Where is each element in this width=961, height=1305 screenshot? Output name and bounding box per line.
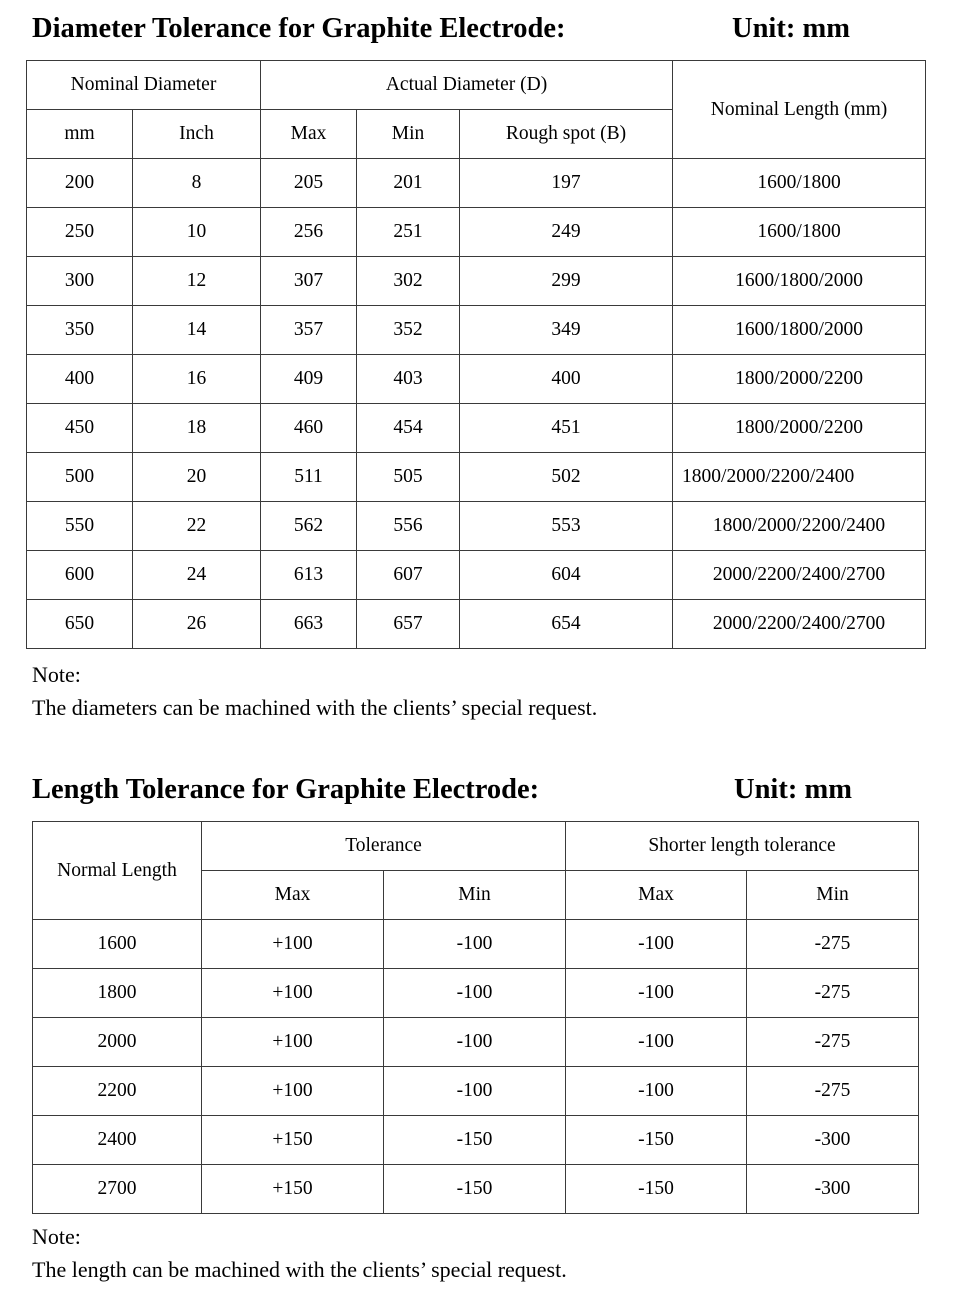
cell-shorter-max: -150 (566, 1116, 747, 1165)
cell-nominal-length: 1600/1800/2000 (673, 257, 926, 306)
cell-mm: 350 (27, 306, 133, 355)
cell-shorter-min: -275 (747, 969, 919, 1018)
cell-inch: 24 (133, 551, 261, 600)
cell-nominal-length: 1800/2000/2200 (673, 355, 926, 404)
cell-max: 307 (261, 257, 357, 306)
cell-min: 657 (357, 600, 460, 649)
cell-normal-length: 2000 (33, 1018, 202, 1067)
cell-shorter-min: -300 (747, 1165, 919, 1214)
header-shorter-length-tolerance: Shorter length tolerance (566, 822, 919, 871)
diameter-table (26, 60, 926, 649)
header-tolerance-max: Max (202, 871, 384, 920)
cell-min: 352 (357, 306, 460, 355)
cell-mm: 400 (27, 355, 133, 404)
cell-rough-spot: 553 (460, 502, 673, 551)
cell-rough-spot: 604 (460, 551, 673, 600)
cell-nominal-length: 1800/2000/2200/2400 (673, 502, 926, 551)
cell-tolerance-min: -150 (384, 1165, 566, 1214)
cell-inch: 14 (133, 306, 261, 355)
cell-shorter-min: -275 (747, 920, 919, 969)
cell-shorter-max: -150 (566, 1165, 747, 1214)
diameter-heading (32, 11, 872, 47)
header-max: Max (261, 110, 357, 159)
table-row (27, 208, 926, 257)
cell-mm: 450 (27, 404, 133, 453)
cell-normal-length: 1800 (33, 969, 202, 1018)
header-nominal-length: Nominal Length (mm) (673, 61, 926, 159)
cell-tolerance-max: +150 (202, 1165, 384, 1214)
cell-tolerance-min: -100 (384, 1067, 566, 1116)
header-shorter-max: Max (566, 871, 747, 920)
length-title: Length Tolerance for Graphite Electrode: (32, 774, 540, 805)
cell-tolerance-max: +150 (202, 1116, 384, 1165)
cell-max: 613 (261, 551, 357, 600)
header-rough-spot: Rough spot (B) (460, 110, 673, 159)
length-heading (32, 772, 872, 808)
header-normal-length: Normal Length (33, 822, 202, 920)
cell-normal-length: 2700 (33, 1165, 202, 1214)
cell-nominal-length: 1800/2000/2200/2400 (673, 453, 926, 502)
diameter-title: Diameter Tolerance for Graphite Electrode: (32, 13, 566, 44)
cell-min: 556 (357, 502, 460, 551)
diameter-note-label: Note: (32, 662, 81, 687)
cell-tolerance-min: -150 (384, 1116, 566, 1165)
cell-max: 511 (261, 453, 357, 502)
cell-inch: 8 (133, 159, 261, 208)
cell-tolerance-min: -100 (384, 969, 566, 1018)
cell-max: 256 (261, 208, 357, 257)
cell-inch: 12 (133, 257, 261, 306)
cell-inch: 26 (133, 600, 261, 649)
cell-min: 403 (357, 355, 460, 404)
table-row (27, 453, 926, 502)
cell-min: 505 (357, 453, 460, 502)
table-row (27, 257, 926, 306)
diameter-unit: Unit: mm (732, 13, 850, 44)
header-mm: mm (27, 110, 133, 159)
table-row (33, 1067, 919, 1116)
diameter-note-text: The diameters can be machined with the clients’ special request. (32, 695, 598, 720)
cell-rough-spot: 400 (460, 355, 673, 404)
table-row (27, 404, 926, 453)
cell-nominal-length: 2000/2200/2400/2700 (673, 551, 926, 600)
cell-min: 251 (357, 208, 460, 257)
cell-normal-length: 2400 (33, 1116, 202, 1165)
cell-max: 562 (261, 502, 357, 551)
cell-max: 460 (261, 404, 357, 453)
cell-rough-spot: 654 (460, 600, 673, 649)
cell-nominal-length: 1600/1800 (673, 159, 926, 208)
cell-inch: 20 (133, 453, 261, 502)
cell-mm: 500 (27, 453, 133, 502)
cell-shorter-max: -100 (566, 1018, 747, 1067)
cell-nominal-length: 1600/1800/2000 (673, 306, 926, 355)
length-note-text: The length can be machined with the clients’ special request. (32, 1257, 567, 1282)
length-note (32, 1220, 567, 1286)
cell-rough-spot: 502 (460, 453, 673, 502)
table-row (33, 1165, 919, 1214)
cell-min: 302 (357, 257, 460, 306)
table-row (27, 600, 926, 649)
table-row (33, 1018, 919, 1067)
cell-inch: 22 (133, 502, 261, 551)
table-row (27, 502, 926, 551)
cell-mm: 650 (27, 600, 133, 649)
cell-tolerance-max: +100 (202, 1018, 384, 1067)
cell-nominal-length: 2000/2200/2400/2700 (673, 600, 926, 649)
length-table (32, 821, 919, 1214)
cell-min: 201 (357, 159, 460, 208)
cell-shorter-min: -300 (747, 1116, 919, 1165)
cell-max: 409 (261, 355, 357, 404)
diameter-note (32, 658, 597, 724)
length-unit: Unit: mm (734, 774, 852, 805)
cell-max: 663 (261, 600, 357, 649)
table-row (33, 969, 919, 1018)
cell-rough-spot: 197 (460, 159, 673, 208)
cell-max: 357 (261, 306, 357, 355)
cell-normal-length: 2200 (33, 1067, 202, 1116)
cell-tolerance-min: -100 (384, 920, 566, 969)
cell-shorter-min: -275 (747, 1018, 919, 1067)
cell-inch: 10 (133, 208, 261, 257)
cell-normal-length: 1600 (33, 920, 202, 969)
header-tolerance-min: Min (384, 871, 566, 920)
cell-mm: 200 (27, 159, 133, 208)
cell-tolerance-min: -100 (384, 1018, 566, 1067)
cell-inch: 16 (133, 355, 261, 404)
table-row (27, 159, 926, 208)
cell-mm: 600 (27, 551, 133, 600)
table-row (27, 355, 926, 404)
cell-min: 607 (357, 551, 460, 600)
table-row (27, 551, 926, 600)
header-inch: Inch (133, 110, 261, 159)
cell-max: 205 (261, 159, 357, 208)
header-nominal-diameter: Nominal Diameter (27, 61, 261, 110)
length-note-label: Note: (32, 1224, 81, 1249)
table-row (33, 920, 919, 969)
cell-tolerance-max: +100 (202, 969, 384, 1018)
table-row (27, 306, 926, 355)
cell-nominal-length: 1800/2000/2200 (673, 404, 926, 453)
cell-shorter-min: -275 (747, 1067, 919, 1116)
header-actual-diameter: Actual Diameter (D) (261, 61, 673, 110)
cell-mm: 550 (27, 502, 133, 551)
cell-rough-spot: 299 (460, 257, 673, 306)
cell-nominal-length: 1600/1800 (673, 208, 926, 257)
cell-shorter-max: -100 (566, 969, 747, 1018)
cell-tolerance-max: +100 (202, 920, 384, 969)
header-tolerance: Tolerance (202, 822, 566, 871)
cell-rough-spot: 349 (460, 306, 673, 355)
header-shorter-min: Min (747, 871, 919, 920)
cell-shorter-max: -100 (566, 920, 747, 969)
cell-inch: 18 (133, 404, 261, 453)
cell-tolerance-max: +100 (202, 1067, 384, 1116)
cell-rough-spot: 451 (460, 404, 673, 453)
table-row (33, 1116, 919, 1165)
cell-min: 454 (357, 404, 460, 453)
cell-mm: 250 (27, 208, 133, 257)
cell-shorter-max: -100 (566, 1067, 747, 1116)
header-min: Min (357, 110, 460, 159)
cell-rough-spot: 249 (460, 208, 673, 257)
cell-mm: 300 (27, 257, 133, 306)
